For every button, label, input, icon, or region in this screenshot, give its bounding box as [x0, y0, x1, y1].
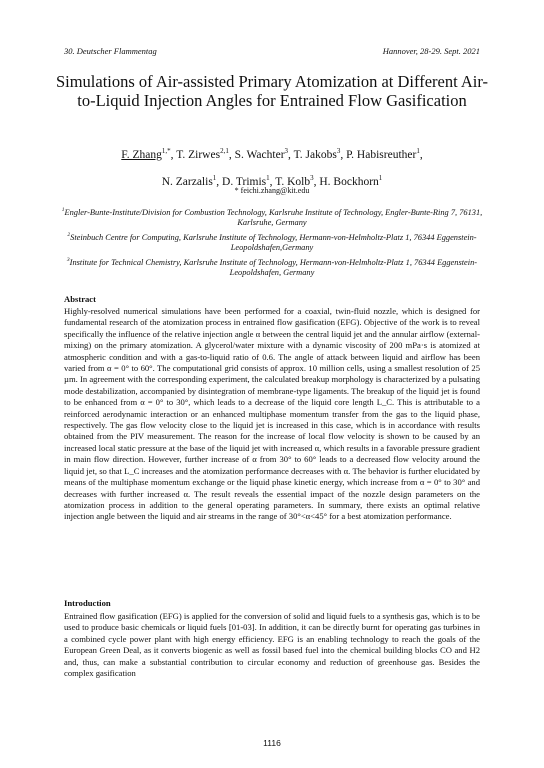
author-affil-sup: 1 [266, 173, 270, 182]
page-number: 1116 [263, 738, 281, 748]
paper-title: Simulations of Air-assisted Primary Atomization at Different Air-to-Liquid Injection Angles for Entrained Flow Gasification [55, 72, 489, 110]
author-affil-sup: 1 [212, 173, 217, 182]
author-name: H. Bockhorn [319, 175, 379, 188]
header-conference: 30. Deutscher Flammentag [64, 46, 157, 56]
author-name: D. Trimis [222, 175, 267, 188]
affiliation-item [60, 205, 484, 229]
affiliation-text: Steinbuch Centre for Computing, Karlsruhe Institute of Technology, Hermann-von-Helmholtz-Platz 1, 76344 Eggenstein-Leopoldshafen,Germany [70, 232, 477, 253]
author-name: P. Habisreuther [346, 148, 417, 161]
author-name: S. Wachter [234, 148, 285, 161]
author-line-1: F. Zhang$^{1,*}$, T. Zirwes$^{2,1}$, S. Wachter$^3$, T. Jakobs$^3$, P. Habisreuther$^1$, [121, 147, 423, 161]
author-affil-sup: 1 [378, 173, 383, 182]
running-header [64, 46, 480, 56]
introduction-heading: Introduction [64, 598, 111, 608]
abstract-heading: Abstract [64, 294, 96, 304]
author-affil-sup: 3 [336, 147, 341, 155]
author-line-2: N. Zarzalis$^1$, D. Trimis$^1$, T. Kolb$^3$, H. Bockhorn$^1$ [161, 173, 383, 188]
author-affil-sup: 1,* [161, 147, 171, 155]
affiliation-sup: 1 [61, 207, 65, 213]
author-name: T. Jakobs [293, 148, 337, 161]
author-affil-sup: 2,1 [220, 147, 229, 155]
author-name: T. Zirwes [176, 148, 221, 161]
affiliation-item [60, 255, 484, 279]
author-affil-sup: 3 [310, 173, 314, 182]
author-affil-sup: 1 [416, 147, 420, 155]
header-location-date: Hannover, 28-29. Sept. 2021 [382, 46, 480, 56]
affiliations [60, 205, 484, 279]
affiliation-item [60, 230, 484, 254]
author-affil-sup: 3 [284, 147, 289, 155]
author-name: N. Zarzalis [161, 175, 213, 188]
abstract-text: Highly-resolved numerical simulations have been performed for a coaxial, twin-fluid nozzle, which is designed for fundamental research of the atomization process in entrained flow gasification (EFG). Objective of the work is to reveal specifically the influence of the relative injection angle α between the central liquid jet and the annular airflow (external-mixing) on the primary atomization. A glycerol/water mixture with a dynamic viscosity of 200 mPa·s is atomized at atmospheric condition and with a gas-to-liquid ratio of 0.6. The angle of attack between liquid and airflow has been varied from α = 0° to 60°. The computational grid consists of approx. 10 million cells, using a smallest resolution of 25 µm. In agreement with the corresponding experiment, the calculated breakup morphology is characterized by a pulsating mode destabilization, accompanied by disintegration of membrane-type ligaments. The breakup of the liquid jet is found to be enhanced from α = 0° to 30°, which leads to a decrease of the liquid core length L_C. This is attributable to a reinforced aerodynamic interaction or an enhanced multiphase momentum transfer from the gas to the liquid phase, respectively. The gas flow velocity close to the liquid jet is increased in this case, which is in accordance with results obtained from the PIV measurement. The reason for the increase of local flow velocity is shown to be caused by an increased local static pressure at the base of the liquid jet with increased α, which results in a favorable pressure gradient in main flow direction. However, further increase of α from 30° to 60° leads to a decreased flow velocity around the liquid jet, so that L_C increases and the atomization performance decreases with α. The behavior is further elucidated by means of the multiphase momentum exchange or the liquid phase kinetic energy, which increase from α = 0° to 30° and decreases with further increased α. The result reveals the essential impact of the nozzle design parameters on the atomization process in addition to the general operating parameters. In summary, there exists an optimal relative injection angle between the liquid and air streams in the range of 30°<α<45° for a best atomization performance. [64, 306, 480, 522]
introduction-text: Entrained flow gasification (EFG) is applied for the conversion of solid and liquid fuels to a synthesis gas, which is to be used to produce basic chemicals or liquid fuels [01-03]. In addition, it can be directly burnt for operating gas turbines in a combined cycle power plant with high energy efficiency. EFG is an enabling technology to reach the goals of the European Green Deal, as it converts biogenic as well as fossil based fuel into the chemical building blocks CO and H2 and, thus, can make a substantial contribution to circular economy and reduction of greenhouse gas. Besides the complex gasification [64, 611, 480, 679]
affiliation-text: Institute for Technical Chemistry, Karlsruhe Institute of Technology, Hermann-von-Helmholtz-Platz 1, 76344 Eggenstein-Leopoldshafen, Germany [69, 257, 478, 277]
author-name: F. Zhang [121, 148, 162, 161]
author-name: T. Kolb [275, 175, 311, 188]
affiliation-sup: 3 [66, 256, 70, 263]
affiliation-text: Engler-Bunte-Institute/Division for Combustion Technology, Karlsruhe Institute of Technology, Engler-Bunte-Ring 7, 76131, Karlsruhe, Germany [64, 207, 483, 228]
corresponding-email: * feichi.zhang@kit.edu [234, 186, 310, 195]
affiliation-sup: 2 [67, 231, 71, 238]
